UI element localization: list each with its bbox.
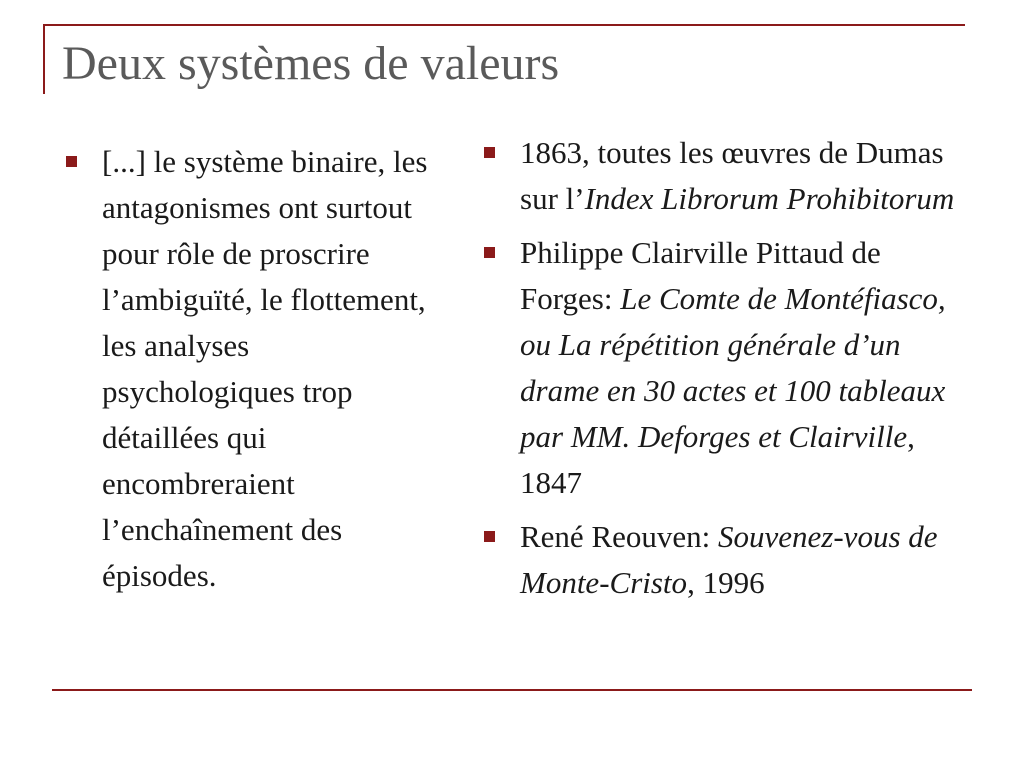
right-bullet-list (482, 130, 972, 614)
bullet-suffix: , 1847 (520, 419, 915, 500)
bullet-italic-title: Index Librorum Prohibitorum (584, 181, 955, 216)
bullet-text: René Reouven: (520, 519, 719, 554)
bullet-text: 1863, toutes les œuvres de Dumas sur l’ (520, 135, 944, 216)
bullet-text: Philippe Clairville Pittaud de Forges: (520, 235, 881, 316)
top-rule (43, 24, 965, 26)
list-item (482, 130, 972, 222)
slide-title: Deux systèmes de valeurs (62, 37, 560, 90)
square-bullet-icon (484, 531, 495, 542)
list-item (482, 230, 972, 506)
square-bullet-icon (66, 156, 77, 167)
bullet-text: [...] le système binaire, les antagonismes ont surtout pour rôle de proscrire l’ambiguïté, le flottement, les analyses psychologiques trop détaillées qui encombreraient l’enchaînement des épisodes. (102, 144, 428, 593)
bullet-italic-title: Le Comte de Montéfiasco, ou La répétition générale d’un drame en 30 actes et 100 tableaux par MM. Deforges et Clairville (520, 281, 946, 454)
bullet-suffix: , 1996 (687, 565, 765, 600)
left-rule (43, 24, 45, 94)
left-bullet-list (64, 139, 444, 607)
bullet-italic-title: Souvenez-vous de Monte-Cristo (520, 519, 938, 600)
bottom-rule (52, 689, 972, 691)
square-bullet-icon (484, 247, 495, 258)
list-item (482, 514, 972, 606)
list-item (64, 139, 444, 599)
square-bullet-icon (484, 147, 495, 158)
